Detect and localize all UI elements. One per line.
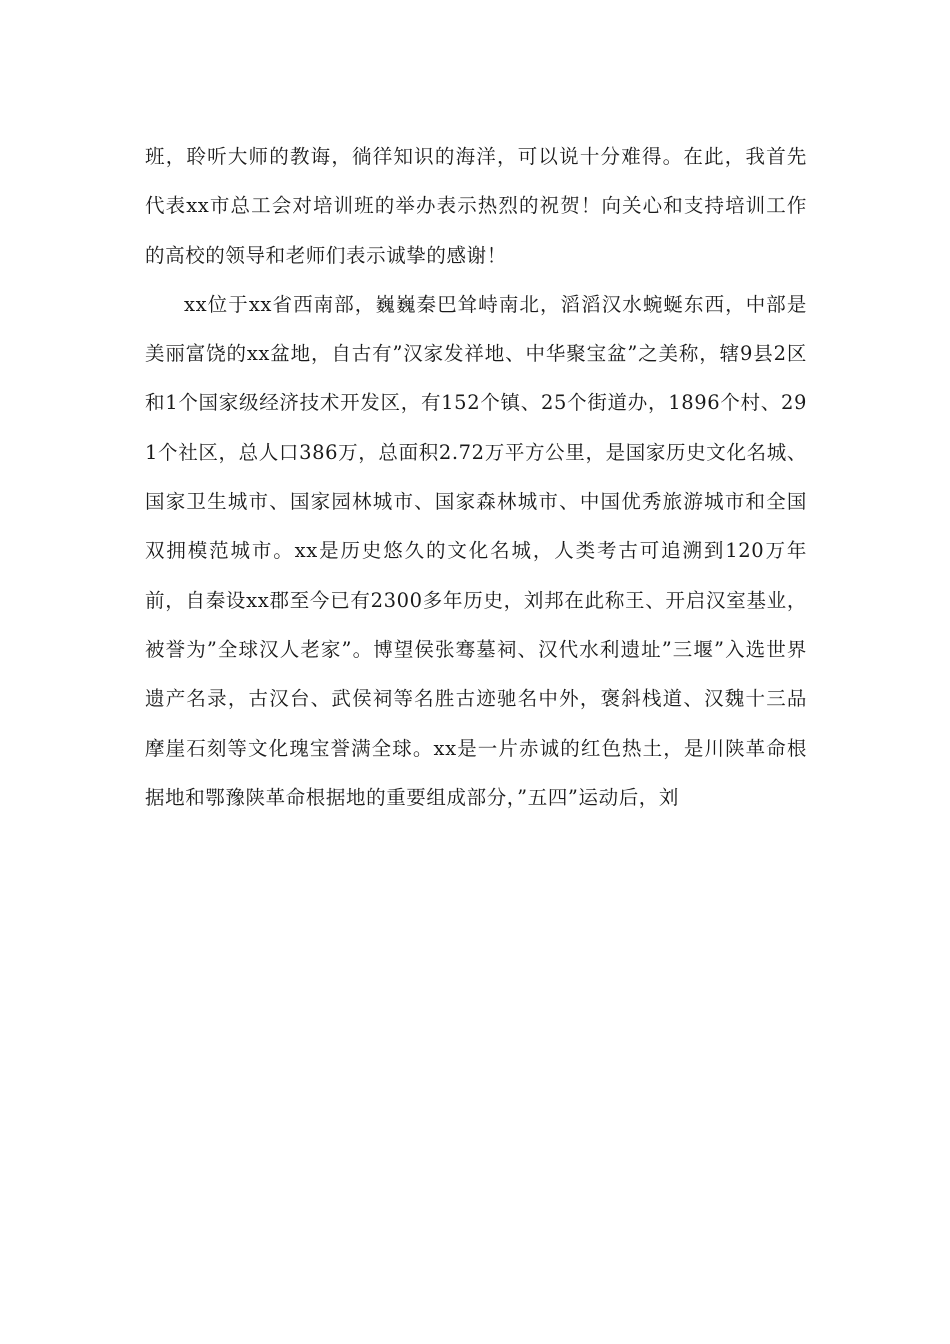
body-text	[145, 132, 807, 822]
paragraph-2: xx位于xx省西南部，巍巍秦巴耸峙南北，滔滔汉水蜿蜒东西，中部是美丽富饶的xx盆地，自古有”汉家发祥地、中华聚宝盆”之美称，辖9县2区和1个国家级经济技术开发区，有152个镇、25个街道办，1896个村、291个社区，总人口386万，总面积2.72万平方公里，是国家历史文化名城、国家卫生城市、国家园林城市、国家森林城市、中国优秀旅游城市和全国双拥模范城市。xx是历史悠久的文化名城，人类考古可追溯到120万年前，自秦设xx郡至今已有2300多年历史，刘邦在此称王、开启汉室基业，被誉为”全球汉人老家”。博望侯张骞墓祠、汉代水利遗址”三堰”入选世界遗产名录，古汉台、武侯祠等名胜古迹驰名中外，褒斜栈道、汉魏十三品摩崖石刻等文化瑰宝誉满全球。xx是一片赤诚的红色热土，是川陕革命根据地和鄂豫陕革命根据地的重要组成部分，”五四”运动后，刘	[145, 292, 807, 809]
paragraph-1: 班，聆听大师的教诲，徜徉知识的海洋，可以说十分难得。在此，我首先代表xx市总工会对培训班的举办表示热烈的祝贺！向关心和支持培训工作的高校的领导和老师们表示诚挚的感谢！	[145, 145, 807, 267]
